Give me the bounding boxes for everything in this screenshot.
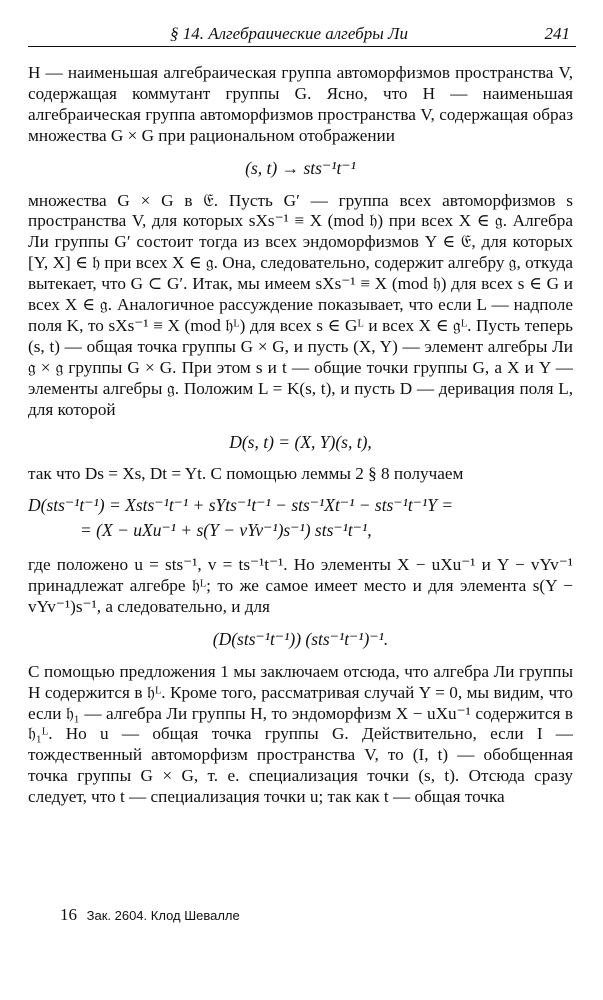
paragraph: так что Ds = Xs, Dt = Yt. С помощью леммы 2 § 8 получаем xyxy=(28,464,464,484)
paragraph: С помощью предложения 1 мы заключаем отсюда, что алгебра Ли группы H содержится в 𝔥ᴸ. Кроме того, рассматривая случай Y = 0, мы видим, что если 𝔥₁ — алгебра Ли группы H, то эндоморфизм X − uXu⁻¹ содержится в 𝔥₁ᴸ. Но u — общая точка группы G. Действительно, если I — тождественный автоморфизм пространства V, то (I, t) — обобщенная точка группы G × G, т. е. специализация точки (s, t). Отсюда сразу следует, что t — специализация точки u; так как t — общая точка xyxy=(28,661,573,807)
main-text xyxy=(28,63,573,808)
formula-derivation: D(s, t) = (X, Y)(s, t), xyxy=(229,431,372,452)
page-number: 241 xyxy=(544,24,570,43)
paragraph: где положено u = sts⁻¹, v = ts⁻¹t⁻¹. Но элементы X − uXu⁻¹ и Y − vYv⁻¹ принадлежат алгебре 𝔥ᴸ; то же самое имеет место и для элемента s(Y − vYv⁻¹)s⁻¹, а следовательно, и для xyxy=(28,555,573,616)
formula-commutator-result: = (X − uXu⁻¹ + s(Y − vYv⁻¹)s⁻¹) sts⁻¹t⁻¹, xyxy=(80,520,372,541)
printer-footer xyxy=(60,905,240,925)
footer-text: Зак. 2604. Клод Шевалле xyxy=(86,908,240,923)
paragraph: H — наименьшая алгебраическая группа автоморфизмов пространства V, содержащая коммутант группы G. Ясно, что H — наименьшая алгебраическая группа автоморфизмов пространства V, содержащая образ множества G × G при рациональном отображении xyxy=(28,63,573,145)
formula-logarithmic-derivative: (D(sts⁻¹t⁻¹)) (sts⁻¹t⁻¹)⁻¹. xyxy=(212,628,389,649)
paragraph: множества G × G в 𝔈. Пусть G′ — группа всех автоморфизмов s пространства V, для которых sXs⁻¹ ≡ X (mod 𝔥) при всех X ∈ 𝔤. Алгебра Ли группы G′ состоит тогда из всех эндоморфизмов Y ∈ 𝔈, для которых [Y, X] ∈ 𝔥 при всех X ∈ 𝔤. Она, следовательно, содержит алгебру 𝔤, откуда вытекает, что G ⊂ G′. Итак, мы имеем sXs⁻¹ ≡ X (mod 𝔥) для всех s ∈ G и всех X ∈ 𝔤. Аналогичное рассуждение показывает, что если L — надполе поля K, то sXs⁻¹ ≡ X (mod 𝔥ᴸ) для всех s ∈ Gᴸ и всех X ∈ 𝔤ᴸ. Пусть теперь (s, t) — общая точка группы G × G, и пусть (X, Y) — элемент алгебры Ли 𝔤 × 𝔤 группы G × G. При этом s и t — общие точки группы G, а X и Y — элементы алгебры 𝔤. Положим L = K(s, t), и пусть D — деривация поля L, для которой xyxy=(28,190,573,419)
running-header xyxy=(28,22,576,47)
section-title: § 14. Алгебраические алгебры Ли xyxy=(170,24,408,43)
signature-number: 16 xyxy=(60,905,77,924)
formula-commutator-derivative: D(sts⁻¹t⁻¹) = Xsts⁻¹t⁻¹ + sYts⁻¹t⁻¹ − sts⁻¹Xt⁻¹ − sts⁻¹t⁻¹Y = xyxy=(28,495,454,516)
formula-rational-map: (s, t) → sts⁻¹t⁻¹ xyxy=(245,157,356,178)
